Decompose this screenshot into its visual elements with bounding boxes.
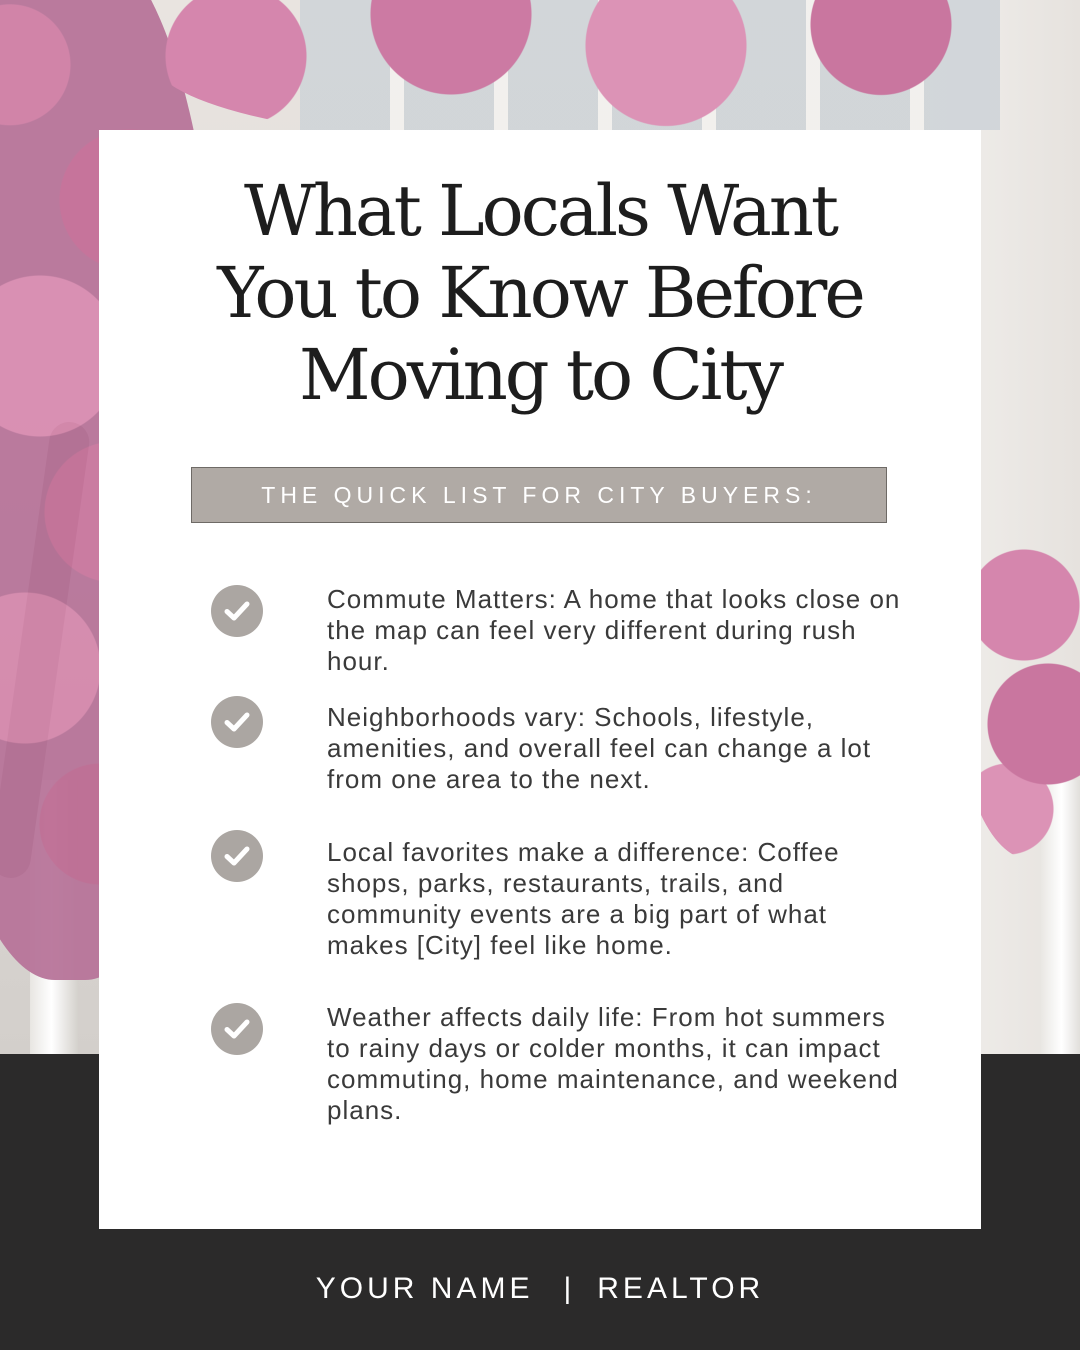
footer-separator: | bbox=[563, 1272, 576, 1305]
list-item-text: Neighborhoods vary: Schools, lifestyle, amenities, and overall feel can change a lot from one area to the next. bbox=[327, 702, 872, 794]
title-line: Moving to City bbox=[298, 334, 782, 416]
title-line: What Locals Want bbox=[243, 170, 837, 252]
banner-label: THE QUICK LIST FOR CITY BUYERS: bbox=[261, 481, 817, 508]
realtor-footer bbox=[0, 1259, 1080, 1319]
list-item-text: Local favorites make a difference: Coffee shops, parks, restaurants, trails, and community events are a big part of what makes [City] feel like home. bbox=[327, 837, 840, 960]
title-line: You to Know Before bbox=[217, 252, 863, 334]
checkmark-circle-icon bbox=[211, 1003, 263, 1055]
checkmark-circle-icon bbox=[211, 585, 263, 637]
list-item-text: Commute Matters: A home that looks close on the map can feel very different during rush hour. bbox=[327, 584, 901, 676]
realtor-role: REALTOR bbox=[597, 1272, 765, 1305]
checkmark-circle-icon bbox=[211, 830, 263, 882]
checkmark-circle-icon bbox=[211, 696, 263, 748]
quick-list-banner bbox=[191, 467, 887, 523]
blossom-canopy-top bbox=[150, 0, 1010, 140]
realtor-name: YOUR NAME bbox=[315, 1272, 534, 1305]
page-title bbox=[99, 170, 981, 416]
list-item-text: Weather affects daily life: From hot summers to rainy days or colder months, it can impact commuting, home maintenance, and weekend plans. bbox=[327, 1002, 899, 1125]
content-card bbox=[99, 130, 981, 1229]
